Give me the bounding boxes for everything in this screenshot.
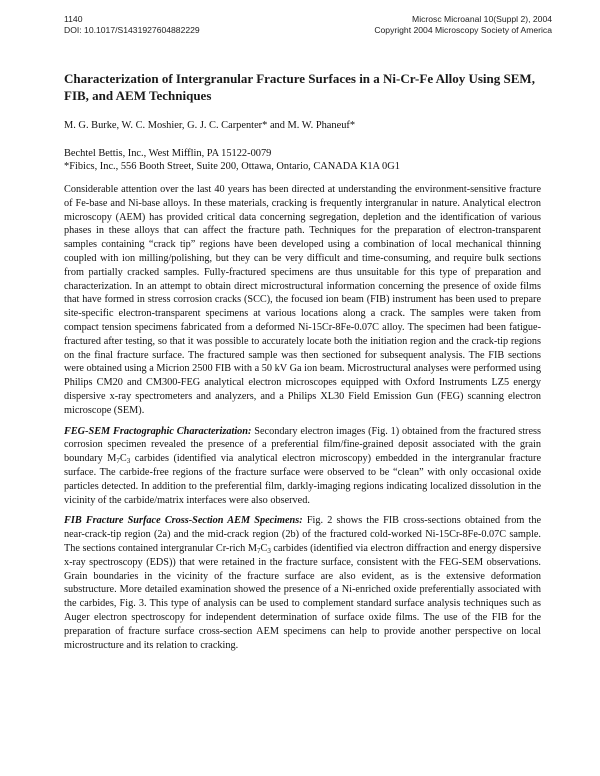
article [64,70,541,652]
fib-subscript-1: 7 [256,546,261,555]
header-right [374,14,552,36]
authors: M. G. Burke, W. C. Moshier, G. J. C. Carpenter* and M. W. Phaneuf* [64,120,356,131]
affiliations [64,147,541,173]
sem-text-a: Secondary electron images (Fig. 1) obtained from the fractured stress corrosion specimen revealed the presence of a preferential film/fine-grained deposit associated with the grain boundary M [64,425,541,465]
paper-title: Characterization of Intergranular Fracture Surfaces in a Ni-Cr-Fe Alloy Using SEM, FIB, and AEM Techniques [64,71,535,103]
fib-text-c: carbides (identified via electron diffraction and energy dispersive x-ray spectroscopy (EDS)) that were retained in the fracture surface, consistent with the FEG-SEM observations. Grain boundaries in the vicinity of the fracture surface are also evident, as is the extensive deformation substructure. More detailed examination showed the presence of a Ni-enriched oxide preferentially associated with the carbides, Fig. 3. This type of analysis can be used to complement standard surface analysis techniques such as Auger electron spectroscopy for independent determination of surface oxide films. The use of the FIB for the preparation of fracture surface cross-section AEM specimens can help to provide another perspective on local microstructure and its relation to cracking. [64,542,541,651]
header-left [64,14,200,36]
copyright: Copyright 2004 Microscopy Society of America [374,25,552,35]
sem-text-b: C [119,453,127,465]
sem-subscript-2: 3 [126,457,131,466]
sem-subscript-1: 7 [116,457,120,466]
sem-section-paragraph [64,425,541,508]
affiliation-2: *Fibics, Inc., 556 Booth Street, Suite 200, Ottawa, Ontario, CANADA K1A 0G1 [64,161,400,172]
fib-section-heading: FIB Fracture Surface Cross-Section AEM Specimens: [64,515,303,527]
fib-subscript-2: 3 [267,546,271,555]
fib-text-b: C [260,542,268,554]
affiliation-1: Bechtel Bettis, Inc., West Mifflin, PA 15122-0079 [64,148,272,159]
page-number: 1140 [64,14,83,24]
doi: DOI: 10.1017/S1431927604882229 [64,25,200,35]
sem-text-c: carbides (identified via analytical electron microscopy) embedded in the intergranular fracture surface. The carbide-free regions of the fracture surface were observed to be “clean” with only occasional oxide particles detected. In addition to the preferential film, darkly-imaging regions indicating localized dissolution in the vicinity of the carbide/matrix interfaces were also observed. [64,453,542,506]
fib-text-a: Fig. 2 shows the FIB cross-sections obtained from the near-crack-tip region (2a) and the mid-crack region (2b) of the fractured cold-worked Ni-15Cr-8Fe-0.07C sample. The sections contained intergranular Cr-rich M [64,515,541,554]
journal-citation: Microsc Microanal 10(Suppl 2), 2004 [412,14,552,24]
fib-section-paragraph [64,514,541,652]
intro-paragraph: Considerable attention over the last 40 years has been directed at understanding the environment-sensitive fracture of Fe-base and Ni-base alloys. In these materials, cracking is frequently intergranular in nature. Analytical electron microscopy (AEM) has provided critical data concerning segregation, depletion and the identification of various phases in these alloys that can affect the fracture path. Techniques for the preparation of electron-transparent samples containing “crack tip” regions have been developed using a combination of local mechanical thinning coupled with ion milling/polishing, but they can be very difficult and time-consuming, and require bulk sections from partially cracked samples. Fully-fractured specimens are thus unsuitable for this type of preparation and characterization. In an attempt to obtain direct microstructural information concerning the presence of oxide films that have formed in stress corrosion cracks (SCC), the focused ion beam (FIB) instrument has been used to prepare site-specific electron-transparent specimens at various locations along a crack. The samples were taken from compact tension specimens fabricated from a deformed Ni-15Cr-8Fe-0.07C alloy. The specimen had been fatigue-fractured after testing, so that it was possible to accurately locate both the initiation region and the crack-tip regions on the final fracture surface. The fractured sample was then sectioned for subsequent analysis. The FIB sections were obtained using a Micrion 2500 FIB with a 50 kV Ga ion beam. Microstructural analyses were performed using Philips CM20 and CM300-FEG analytical electron microscopes equipped with Oxford Instruments LZ5 energy dispersive x-ray spectrometers and analyzers, and a Philips XL30 Field Emission Gun (FEG) scanning electron microscope (SEM). [64,184,541,416]
sem-section-heading: FEG-SEM Fractographic Characterization: [64,425,252,437]
